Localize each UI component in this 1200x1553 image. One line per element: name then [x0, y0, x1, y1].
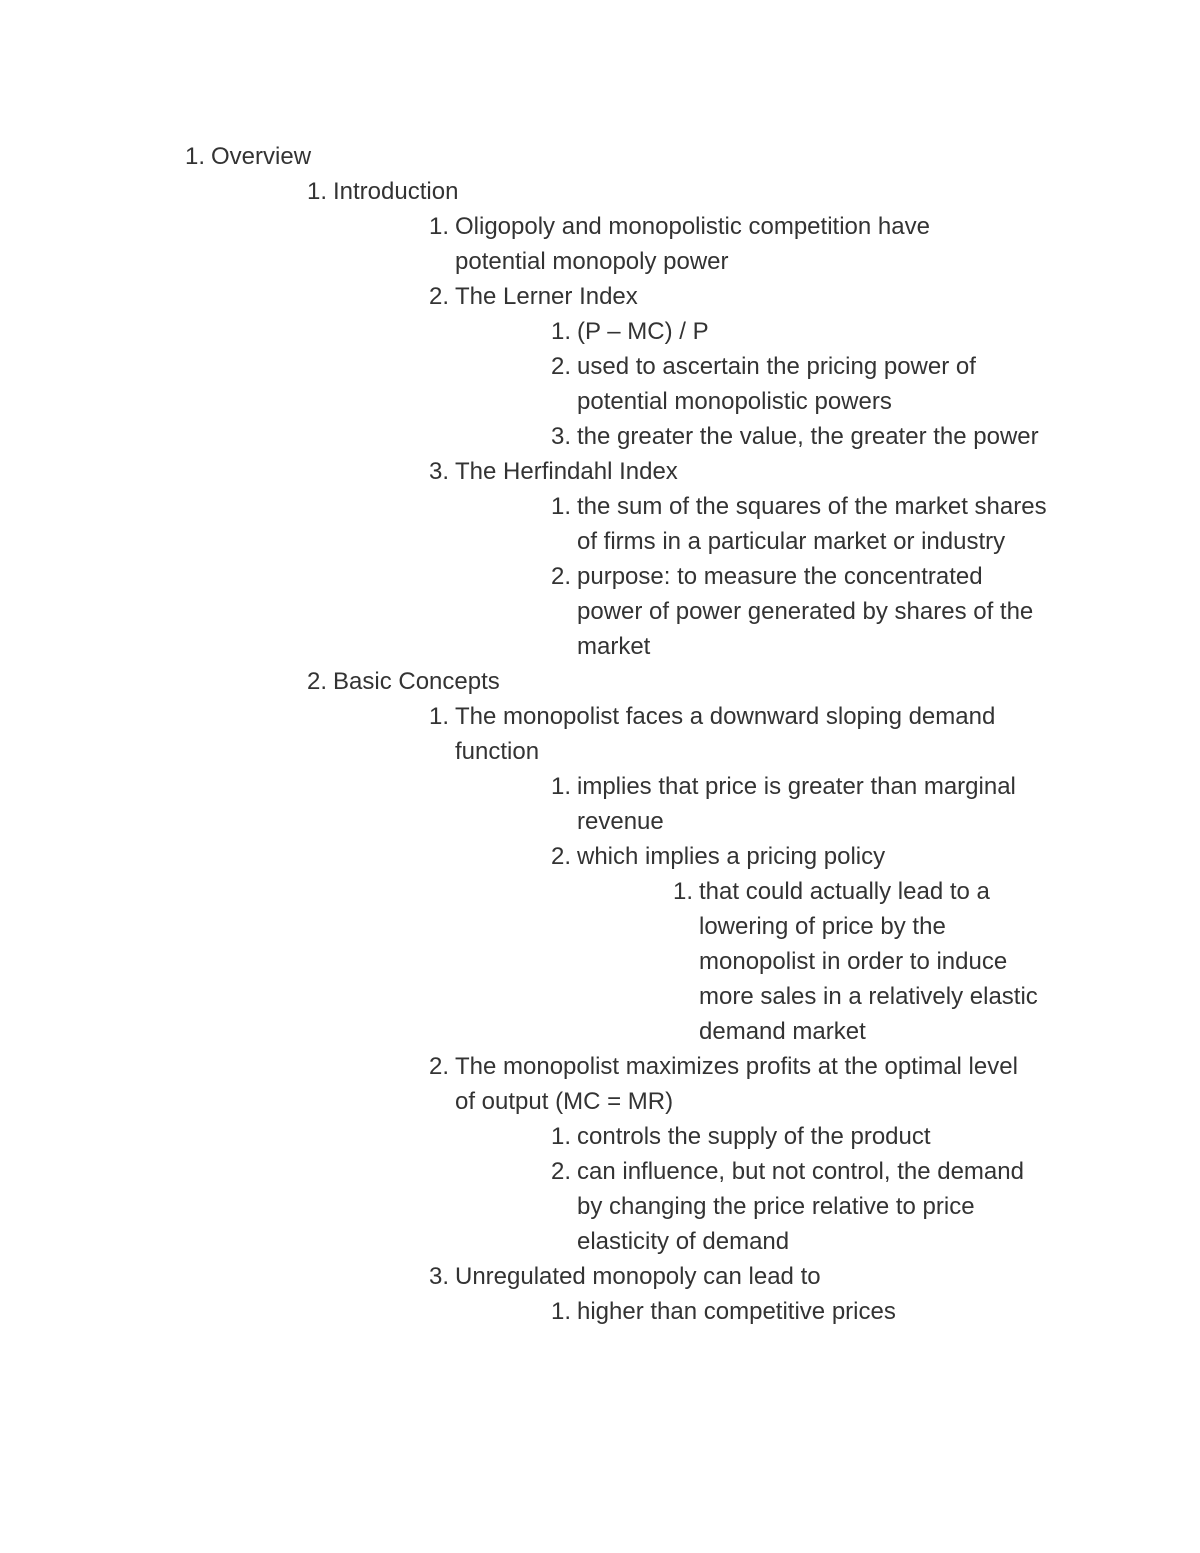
item-number: 2.	[550, 353, 571, 380]
item-text: The Lerner Index	[455, 283, 638, 310]
outline-item-overview	[184, 139, 1091, 1329]
outline-item	[550, 419, 1091, 454]
item-number: 2.	[550, 843, 571, 870]
outline-item	[428, 1259, 1091, 1329]
item-number: 1.	[306, 178, 327, 205]
item-number: 2.	[306, 668, 327, 695]
outline-sublist	[428, 699, 1091, 1329]
item-text: the sum of the squares of the market shares of firms in a particular market or industry	[577, 493, 1047, 555]
item-text: can influence, but not control, the demand by changing the price relative to price elasticity of demand	[577, 1158, 1024, 1255]
item-number: 1.	[428, 213, 449, 240]
item-number: 1.	[550, 493, 571, 520]
item-text: controls the supply of the product	[577, 1123, 931, 1150]
outline-item	[550, 314, 1091, 349]
outline-list	[184, 139, 1091, 1329]
outline-sublist	[550, 314, 1091, 454]
item-number: 2.	[550, 563, 571, 590]
item-text: The Herfindahl Index	[455, 458, 678, 485]
outline-item	[550, 769, 1091, 839]
item-text: higher than competitive prices	[577, 1298, 896, 1325]
outline-sublist	[428, 209, 1091, 664]
item-text: purpose: to measure the concentrated power of power generated by shares of the market	[577, 563, 1034, 660]
item-number: 2.	[550, 1158, 571, 1185]
item-text: The monopolist maximizes profits at the optimal level of output (MC = MR)	[455, 1053, 1018, 1115]
item-text: the greater the value, the greater the power	[577, 423, 1039, 450]
item-text: Basic Concepts	[333, 668, 500, 695]
outline-item	[550, 1154, 1091, 1259]
outline-sublist	[550, 769, 1091, 1049]
item-number: 3.	[428, 458, 449, 485]
item-number: 2.	[428, 1053, 449, 1080]
outline-item	[550, 1294, 1091, 1329]
item-text: that could actually lead to a lowering of price by the monopolist in order to induce more sales in a relatively elastic demand market	[699, 878, 1038, 1045]
item-text: Unregulated monopoly can lead to	[455, 1263, 821, 1290]
item-number: 1.	[550, 1298, 571, 1325]
outline-item	[550, 489, 1091, 559]
outline-item	[428, 699, 1091, 1049]
item-text: Introduction	[333, 178, 459, 205]
outline-sublist	[550, 1294, 1091, 1329]
outline-item-basic-concepts	[306, 664, 1091, 1329]
outline-item	[550, 559, 1091, 664]
outline-sublist	[550, 489, 1091, 664]
item-number: 1.	[550, 1123, 571, 1150]
item-text: (P – MC) / P	[577, 318, 709, 345]
item-text: The monopolist faces a downward sloping demand function	[455, 703, 996, 765]
outline-sublist	[550, 1119, 1091, 1259]
outline-item	[428, 209, 1091, 279]
item-number: 1.	[550, 773, 571, 800]
item-text: used to ascertain the pricing power of potential monopolistic powers	[577, 353, 976, 415]
item-text: Oligopoly and monopolistic competition have potential monopoly power	[455, 213, 930, 275]
item-number: 1.	[672, 878, 693, 905]
outline-sublist	[306, 174, 1091, 1329]
item-number: 2.	[428, 283, 449, 310]
item-number: 1.	[184, 143, 205, 170]
item-text: Overview	[211, 143, 312, 170]
outline-sublist	[672, 874, 1091, 1049]
outline-item-lerner-index	[428, 279, 1091, 454]
outline-item-herfindahl-index	[428, 454, 1091, 664]
outline-item	[428, 1049, 1091, 1259]
item-number: 3.	[428, 1263, 449, 1290]
outline-item	[550, 839, 1091, 1049]
item-text: implies that price is greater than marginal revenue	[577, 773, 1016, 835]
outline-item	[550, 349, 1091, 419]
item-number: 3.	[550, 423, 571, 450]
outline-item	[550, 1119, 1091, 1154]
item-number: 1.	[428, 703, 449, 730]
item-number: 1.	[550, 318, 571, 345]
outline-item-introduction	[306, 174, 1091, 664]
item-text: which implies a pricing policy	[577, 843, 886, 870]
outline-item	[672, 874, 1091, 1049]
